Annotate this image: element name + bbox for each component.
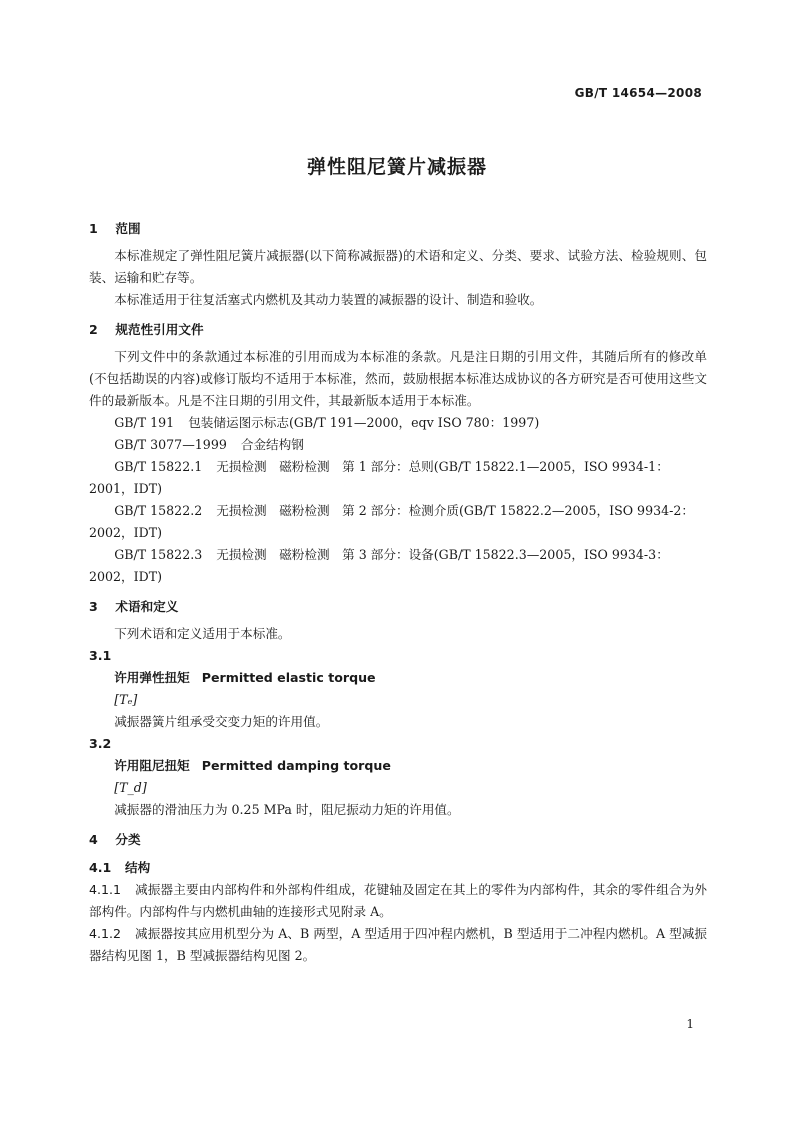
reference-code: GB/T 3077—1999 bbox=[114, 437, 227, 452]
subsection-number: 4.1 bbox=[89, 860, 112, 875]
term-heading bbox=[114, 755, 707, 777]
reference-item bbox=[89, 412, 707, 434]
clause-text: 减振器主要由内部构件和外部构件组成，花键轴及固定在其上的零件为内部构件，其余的零件组合为外部构件。内部构件与内燃机曲轴的连接形式见附录 A。 bbox=[89, 882, 707, 919]
reference-item bbox=[89, 434, 707, 456]
section-title: 术语和定义 bbox=[115, 599, 179, 614]
term-en: Permitted elastic torque bbox=[201, 670, 376, 685]
paragraph: 本标准适用于往复活塞式内燃机及其动力装置的减振器的设计、制造和验收。 bbox=[114, 292, 543, 307]
term-en: Permitted damping torque bbox=[201, 758, 391, 773]
subsection-heading bbox=[89, 857, 707, 879]
section-number: 1 bbox=[89, 221, 98, 236]
paragraph: 下列术语和定义适用于本标准。 bbox=[114, 626, 291, 641]
section-number: 4 bbox=[89, 832, 98, 847]
standard-code: GB/T 14654—2008 bbox=[574, 86, 702, 100]
term-symbol: [T_d] bbox=[114, 780, 147, 795]
reference-title: 包装储运图示标志(GB/T 191—2000，eqv ISO 780：1997) bbox=[188, 415, 540, 430]
section-title: 分类 bbox=[115, 832, 141, 847]
section-title: 规范性引用文件 bbox=[115, 322, 204, 337]
term-zh: 许用阻尼扭矩 bbox=[114, 758, 190, 773]
section-heading-4 bbox=[89, 829, 707, 851]
section-heading-2 bbox=[89, 319, 707, 341]
page-number: 1 bbox=[686, 1017, 694, 1031]
subsection-title: 结构 bbox=[125, 860, 151, 875]
clause-paragraph bbox=[89, 923, 707, 967]
reference-title: 无损检测 磁粉检测 第 2 部分：检测介质(GB/T 15822.2—2005，ISO 9934-2：2002，IDT) bbox=[89, 503, 694, 540]
section-number: 3 bbox=[89, 599, 98, 614]
reference-item bbox=[89, 456, 707, 500]
reference-title: 无损检测 磁粉检测 第 3 部分：设备(GB/T 15822.3—2005，ISO 9934-3：2002，IDT) bbox=[89, 547, 669, 584]
clause-paragraph bbox=[89, 879, 707, 923]
reference-code: GB/T 15822.1 bbox=[114, 459, 203, 474]
clause-text: 减振器按其应用机型分为 A、B 两型，A 型适用于四冲程内燃机，B 型适用于二冲程内燃机。A 型减振器结构见图 1，B 型减振器结构见图 2。 bbox=[89, 926, 707, 963]
section-title: 范围 bbox=[115, 221, 141, 236]
term-number: 3.2 bbox=[89, 736, 112, 751]
term-zh: 许用弹性扭矩 bbox=[114, 670, 190, 685]
section-number: 2 bbox=[89, 322, 98, 337]
reference-item bbox=[89, 500, 707, 544]
reference-code: GB/T 15822.3 bbox=[114, 547, 203, 562]
section-heading-1 bbox=[89, 218, 707, 240]
clause-number: 4.1.1 bbox=[89, 882, 122, 897]
paragraph: 本标准规定了弹性阻尼簧片减振器(以下简称减振器)的术语和定义、分类、要求、试验方法、检验规则、包装、运输和贮存等。 bbox=[89, 248, 707, 285]
paragraph: 下列文件中的条款通过本标准的引用而成为本标准的条款。凡是注日期的引用文件，其随后所有的修改单(不包括勘误的内容)或修订版均不适用于本标准，然而，鼓励根据本标准达成协议的各方研究是否可使用这些文件的最新版本。凡是不注日期的引用文件，其最新版本适用于本标准。 bbox=[89, 349, 707, 408]
reference-title: 无损检测 磁粉检测 第 1 部分：总则(GB/T 15822.1—2005，ISO 9934-1：2001，IDT) bbox=[89, 459, 669, 496]
reference-title: 合金结构钢 bbox=[240, 437, 304, 452]
clause-number: 4.1.2 bbox=[89, 926, 122, 941]
section-heading-3 bbox=[89, 596, 707, 618]
term-symbol: [Tₑ] bbox=[114, 692, 138, 707]
term-number: 3.1 bbox=[89, 648, 112, 663]
term-definition: 减振器簧片组承受交变力矩的许用值。 bbox=[114, 714, 329, 729]
document-body bbox=[89, 218, 707, 967]
reference-code: GB/T 191 bbox=[114, 415, 175, 430]
term-definition: 减振器的滑油压力为 0.25 MPa 时，阻尼振动力矩的许用值。 bbox=[114, 802, 460, 817]
term-heading bbox=[114, 667, 707, 689]
reference-item bbox=[89, 544, 707, 588]
document-title: 弹性阻尼簧片减振器 bbox=[306, 156, 487, 178]
reference-code: GB/T 15822.2 bbox=[114, 503, 203, 518]
